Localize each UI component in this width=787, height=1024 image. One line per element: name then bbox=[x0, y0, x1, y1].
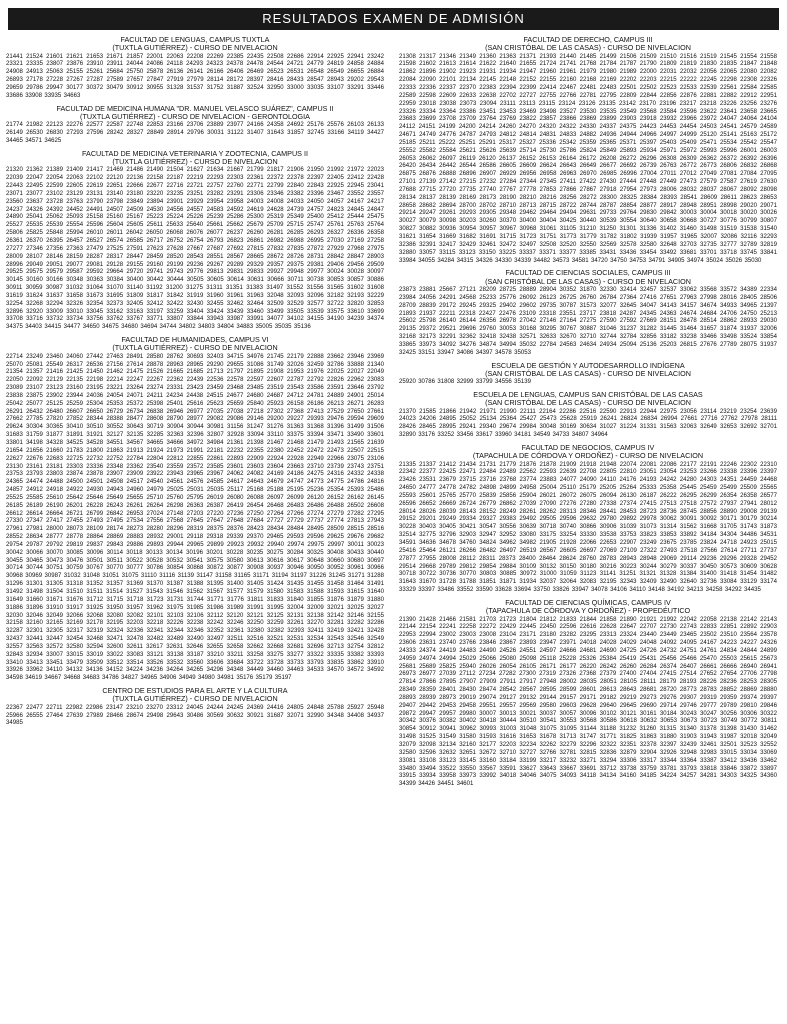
section-title: FACULTAD DE MEDICINA HUMANA "DR. MANUEL VELASCO SUÁREZ", CAMPUS II bbox=[56, 103, 334, 113]
results-banner bbox=[8, 8, 779, 30]
section-negocios bbox=[399, 444, 777, 595]
section-title: CENTRO DE ESTUDIOS PARA EL ARTE Y LA CULTURA bbox=[102, 686, 288, 696]
admitted-numbers: 21441 21524 21601 21621 21653 21671 21857 22001 22063 22208 22269 22385 22435 22508 22686 22914 22925 22941 23242 23321 23335 23807 23876 23910 23911 24044 24086 24118 24293 24323 24378 24478 24544 24721 24779 24819 24858 24884 24908 24913 25063 25155 25261 25684 25750 25878 26136 26141 26166 26406 26469 26523 26531 26548 26549 26655 26884 26893 27178 27228 27267 27287 27589 27657 27847 27919 27979 28114 28172 28397 28416 28433 28547 28943 29202 29543 29659 29786 29947 30177 30372 30479 30912 30955 31328 31537 31752 31887 32524 32950 33000 33035 33107 33291 33446 33686 33908 33935 34663 bbox=[6, 53, 384, 99]
section-subtitle: (TUXTLA GUTIÉRREZ) - CURSO DE NIVELACION bbox=[112, 43, 278, 53]
section-gestion-indigena bbox=[399, 362, 777, 387]
admitted-numbers: 22714 23249 23460 24060 27442 27463 28491 28580 28762 30693 32403 34715 34976 21745 22179 22888 23662 23946 23969 25070 25081 25549 26317 26536 27156 27614 28878 28963 28965 29290 29655 31086 31749 32026 32459 32786 33888 21340 21354 21357 21416 21425 21450 21462 21475 21526 21665 21685 21713 21797 21895 21908 21953 21976 22025 22027 22049 22050 22092 22129 22135 22198 22214 22247 22267 22362 22439 22536 22578 22597 22607 22787 22792 22826 22962 23083 23089 23107 23123 23160 23195 23221 23264 23274 23331 23423 23459 23468 23485 23519 23543 23586 23591 23646 23792 23838 23875 23902 23944 24036 24054 24071 24211 24234 24438 24515 24677 24680 24687 24712 24781 24889 24901 25014 25042 25077 25125 25259 25304 25353 25372 25398 25401 25616 25623 25659 25840 25923 26158 26186 26213 26271 26283 26291 26432 26480 26607 26650 26729 26734 26838 26946 26977 27035 27038 27218 27302 27368 27413 27529 27650 27661 27662 27785 27820 27852 28344 28388 28477 28608 28790 28977 29082 29086 29146 29200 29227 29393 29476 29594 29609 29624 30304 30365 30410 30510 30552 30643 30719 30904 30944 30981 31156 31247 31276 31363 31368 31396 31499 31506 31683 31759 31877 31891 31921 32127 32135 32285 32363 32396 32807 32928 33094 33110 33375 33394 33471 33490 33601 33801 34198 34328 34525 34528 34551 34567 34665 34666 34972 34984 21361 21398 21467 21468 21479 21493 21565 21639 21654 21656 21660 21783 21800 21863 21913 21924 21973 21991 22181 22232 22355 22380 22452 22472 22473 22507 22515 22627 22676 22683 22725 22732 22752 22784 22804 22812 22855 22861 22893 22909 22924 22928 22949 22966 23075 23106 23130 23161 23181 23303 23336 23348 23362 23540 23559 23572 23585 23601 23603 23604 23663 23710 23739 23743 23751 23753 23793 23803 23874 23878 23907 23909 23922 23943 23965 23967 24062 24082 24169 24186 24275 24316 24332 24338 24365 24474 24488 24500 24501 24508 24517 24540 24561 24576 24585 24617 24643 24679 24747 24773 24775 24786 24816 24857 24912 24918 24922 24930 24943 24960 24979 25025 25031 25035 25117 25168 25188 25195 25236 25354 25393 25486 25525 25585 25610 25642 25646 25649 25655 25710 25760 25795 26019 26080 26088 26097 26099 26120 26152 26162 26145 26185 26189 26190 26201 26228 26243 26261 26264 26298 26363 26387 26419 26454 26468 26483 26486 26488 26502 26608 26612 26614 26664 26721 26799 26842 26953 27024 27148 27203 27220 27236 27250 27264 27266 27274 27279 27282 27295 27330 27347 27417 27455 27493 27495 27534 27556 27568 27645 27647 27648 27684 27727 27729 27737 27774 27813 27943 27961 27981 28000 28073 28109 28174 28273 28280 28296 28319 28375 28376 28423 28434 28484 28495 28509 28515 28516 28552 28634 28777 28778 28864 28869 28883 28932 29001 29118 29318 29339 29370 29465 29593 29596 29625 29676 29682 29754 29787 29792 29819 29837 29843 29886 29893 29944 29965 29899 29923 29932 29940 29974 29975 29997 30011 30023 30042 30066 30070 30085 30096 30114 30118 30133 30134 30196 30201 30228 30235 30275 30284 30325 30408 30433 30440 30455 30465 30473 30476 30501 30511 30522 30528 30532 30541 30575 30580 30613 30616 30617 30648 30660 30680 30697 30714 30744 30751 30759 30767 30770 30777 30786 30854 30868 30872 30877 30908 30937 30946 30950 30952 30961 30966 30968 30969 30987 31032 31048 31051 31075 31110 31116 31139 31147 31158 31165 31171 31194 31197 31226 31245 31271 31288 31296 31301 31305 31318 31352 31357 31369 31370 31387 31388 31395 31400 31405 31424 31435 31455 31458 31464 31491 31492 31498 31504 31510 31511 31514 31527 31543 31546 31562 31567 31577 31579 31580 31583 31588 31593 31615 31640 31649 31660 31671 31676 31712 31715 31718 31723 31731 31744 31771 31776 31811 31833 31840 31855 31876 31879 31880 31886 31896 31910 31917 31925 31950 31957 31962 31975 31985 31986 31989 31991 31995 32004 32009 32021 32025 32027 32030 32046 32049 32066 32068 32080 32082 32101 32103 32106 32112 32120 32121 32125 32131 32138 32142 32146 32155 32158 32160 32165 32169 32178 32195 32203 32218 32226 32238 32242 32246 32250 32259 32261 32270 32281 32282 32286 32287 32301 32305 32317 32319 32324 32336 32341 32344 32346 32352 32361 32380 32382 32393 32411 32419 32421 32428 32437 32441 32447 32454 32468 32471 32478 32482 32489 32490 32497 32511 32516 32521 32531 32534 32543 32546 32549 32557 32563 32572 32580 32594 32600 32611 32617 32631 32646 32655 32658 32662 32668 32681 32696 32713 32754 32812 32843 32934 33007 33015 33019 33022 33083 33121 33138 33187 33210 33211 33258 33275 33277 33322 33335 33382 33393 33410 33413 33451 33479 33509 33512 33514 33526 33532 33560 33606 33684 33722 33728 33733 33793 33835 33862 33910 33926 33962 34110 34132 34136 34152 34224 34236 34264 34265 34296 34348 34449 34460 34463 34533 34570 34572 34592 34598 34619 34667 34668 34683 34786 34827 34965 34906 34949 34980 34981 35176 35179 35197 bbox=[6, 353, 384, 682]
section-subtitle: (SAN CRISTÓBAL DE LAS CASAS) - CURSO DE NIVELACION bbox=[485, 398, 691, 408]
admitted-numbers: 21390 21428 21466 21581 21703 21723 21804 21812 21833 21844 21858 21890 21921 21992 22042 22058 22138 22142 22143 22144 22154 22241 22258 22272 22429 22445 22450 22596 22616 22628 22647 22707 22730 22743 22833 22851 22892 22903 22953 22994 23002 23003 23008 23104 23171 23180 23282 23295 23313 23324 23440 23449 23465 23502 23510 23564 23578 23606 23631 23740 23766 23846 23867 23893 23947 23971 24018 24028 24029 24048 24092 24095 24167 24223 24227 24326 24333 24374 24419 24483 24490 24526 24551 24597 24666 24681 24690 24725 24726 24732 24751 24761 24834 24844 24899 24959 24974 24994 25029 25066 25080 25098 25118 25228 25326 25384 25419 25431 25456 25466 25470 25503 25615 25673 25681 25689 25825 25940 26026 26054 26105 26171 26177 26220 26242 26260 26284 26374 26407 26661 26666 26940 26941 26973 26977 27039 27112 27234 27282 27300 27319 27326 27368 27379 27400 27404 27415 27514 27652 27654 27706 27798 27814 27866 27895 27907 27909 27911 27917 27948 28002 28035 28051 28105 28111 28179 28193 28226 28236 28253 28305 28349 28359 28401 28430 28474 28542 28567 28595 28599 28601 28613 28643 28681 28720 28773 28783 28852 28869 28880 28893 28939 28973 29019 29074 29127 29132 29144 29157 29171 29182 29219 29273 29276 29307 29319 29359 29374 29397 29407 29442 29453 29458 29551 29557 29569 29580 29603 29628 29640 29645 29690 29714 29746 29777 29789 29810 29846 29872 29947 29957 29980 30007 30013 30021 30037 30057 30096 30102 30121 30161 30184 30243 30247 30256 30306 30322 30342 30376 30382 30402 30418 30444 30510 30541 30553 30568 30586 30618 30632 30653 30673 30723 30749 30772 30811 30854 30912 30941 30962 30993 31003 31048 31075 31095 31144 31188 31232 31260 31315 31340 31378 31398 31430 31462 31498 31525 31549 31580 31593 31616 31653 31678 31713 31747 31771 31825 31863 31880 31903 31943 31987 32018 32049 32079 32098 32134 32160 32177 32203 32234 32262 32279 32296 32322 32351 32378 32397 32439 32461 32501 32523 32552 32580 32596 32632 32651 32672 32710 32727 32766 32781 32815 32836 32879 32904 32926 32948 32983 33015 33034 33069 33081 33108 33123 33145 33160 33184 33199 33217 33232 33271 33294 33306 33317 33344 33364 33387 33412 33436 33462 33480 33494 33522 33550 33567 33591 33627 33643 33667 33691 33712 33738 33759 33781 33793 33818 33846 33872 33897 33915 33934 33958 33973 33992 34018 34046 34075 34093 34118 34134 34160 34185 34224 34257 34281 34303 34325 34360 34399 34426 34451 34601 bbox=[399, 616, 777, 788]
section-subtitle: (TAPACHULA DE CÓRDOVA Y ORDOÑEZ) - CURSO DE NIVELACION bbox=[472, 451, 704, 461]
admitted-numbers: 21370 21585 21866 21942 21971 21990 22111 22164 22286 22516 22590 22913 22944 22975 23056 23114 23219 23254 23639 24023 24206 24895 25052 25134 25364 25427 25473 25628 25919 26241 26824 26834 26994 27661 27716 27762 27978 28111 28426 28465 28995 29241 29340 29674 29984 30048 30169 30634 31027 31224 31331 31563 32063 32649 32653 32692 32701 32890 33176 33252 33456 33617 33960 34181 34549 34733 34807 34964 bbox=[399, 408, 777, 439]
section-title: FACULTAD DE HUMANIDADES, CAMPUS VI bbox=[121, 335, 269, 345]
section-subtitle: (TAPACHULA DE CÓRDOVA Y ORDOÑEZ) - PROPEDÉUTICO bbox=[485, 606, 691, 616]
section-ciencias-sociales bbox=[399, 269, 777, 357]
section-subtitle: (SAN CRISTÓBAL DE LAS CASAS) - CURSO DE NIVELACION bbox=[485, 43, 691, 53]
admitted-numbers: 21308 21317 21346 21349 21360 21363 21371 21393 21440 21485 21499 21506 21509 21510 21516 21519 21545 21554 21558 21598 21602 21613 21614 21622 21640 21655 21724 21741 21768 21784 21787 21790 21809 21819 21830 21835 21847 21848 21862 21896 21902 21923 21931 21934 21947 21960 21961 21979 21980 21989 22000 22031 22032 22056 22065 22080 22082 22084 22090 22101 22134 22145 22148 22152 22155 22160 22168 22169 22202 22203 22215 22222 22245 22298 22308 22326 22333 22336 22337 22370 22383 22394 22399 22414 22467 22481 22483 22501 22502 22523 22533 22539 22561 22584 22585 22589 22598 22609 22633 22638 22702 22727 22755 22766 22781 22795 22809 22844 22856 22876 22881 22882 22912 22951 22959 23018 23038 23073 23094 23111 23113 23115 23124 23126 23135 23142 23170 23196 23217 23218 23226 23256 23276 23326 23334 23364 23386 23451 23453 23469 23498 23527 23530 23535 23549 23568 23584 23596 23622 23641 23658 23665 23683 23699 23708 23709 23764 23769 23822 23857 23866 23869 23899 23903 23918 23932 23966 23972 24047 24064 24104 24112 24151 24199 24200 24214 24260 24270 24320 24322 24330 24337 24375 24423 24453 24454 24503 24541 24579 24589 24671 24749 24776 24787 24793 24812 24814 24831 24833 24882 24936 24944 24966 24997 24999 25120 25141 25163 25172 25185 25211 25222 25251 25291 25317 25327 25336 25342 25359 25365 25371 25397 25403 25409 25471 25534 25542 25547 25552 25582 25584 25621 25626 25639 25714 25730 25786 25824 25849 25893 25934 25971 25972 25993 25996 26001 26003 26053 26062 26097 26119 26120 26137 26152 26153 26164 26172 26208 26272 26296 26308 26309 26362 26372 26392 26396 26420 26434 26442 26544 26586 26605 26609 26624 26643 26649 26677 26692 26739 26763 26772 26773 26806 26832 26868 26875 26876 26888 26896 26907 26929 26956 26958 26963 26970 26985 26996 27004 27011 27012 27049 27081 27084 27095 27101 27139 27142 27215 27232 27284 27344 27345 27411 27422 27430 27444 27448 27449 27473 27579 27587 27619 27630 27688 27715 27720 27735 27740 27767 27778 27853 27866 27867 27918 27954 27973 28006 28032 28037 28067 28092 28098 28134 28137 28139 28169 28173 28190 28210 28216 28256 28272 28300 28325 28384 28393 28541 28609 28611 28623 28653 28658 28682 28694 28700 28702 28710 28713 28715 28722 28744 28787 28854 28877 28917 28948 28951 28998 29020 29071 29214 29247 29261 29293 29305 29348 29462 29464 29494 29631 29733 29764 29830 29842 30003 30004 30018 30020 30026 30027 30079 30098 30203 30260 30370 30400 30404 30425 30440 30539 30554 30640 30658 30668 30727 30776 30799 30807 30827 30882 30936 30954 30957 30967 30968 31061 31105 31210 31250 31301 31336 31402 31460 31498 31519 31538 31540 31621 31654 31669 31682 31691 31715 31723 31751 31773 31779 31782 31802 31939 31957 31965 32007 32086 32116 32293 32386 32391 32417 32429 32461 32472 32497 32508 32520 32550 32569 32578 32580 32648 32703 32735 32777 32789 32819 32880 33057 33115 33123 33150 33225 33337 33371 33377 33385 33431 33436 33454 33492 33681 33701 33718 33745 33841 33984 34055 34284 34315 34326 34330 34339 34482 34573 34581 34720 34750 34753 34791 34905 34974 35024 35026 35030 bbox=[399, 53, 777, 264]
section-title: FACULTAD DE LENGUAS, CAMPUS TUXTLA bbox=[120, 35, 270, 44]
section-derecho bbox=[399, 36, 777, 265]
section-subtitle: (TUXTLA GUTIÉRREZ) - CURSO DE NIVELACION bbox=[112, 343, 278, 353]
section-ciencias-quimicas bbox=[399, 599, 777, 789]
admitted-numbers: 21335 21337 21412 21434 21731 21779 21876 21878 21909 21918 21948 22074 22081 22086 22177 22191 22246 22302 22310 22342 22377 22425 22471 22484 22489 22562 22593 22639 22708 22805 22810 23051 23054 23253 23266 23338 23396 23397 23426 23531 23679 23715 23716 23768 23774 23883 24077 24090 24110 24176 24193 24242 24280 24303 24351 24459 24468 24650 24777 24778 24782 24898 24899 24958 25004 25110 25179 25205 25264 25333 25358 25445 25459 25499 25509 25565 25593 25601 25765 25770 25839 25856 25904 26021 26072 26075 26094 26130 26187 26222 26295 26299 26354 26358 26577 26596 26652 26669 26724 26779 26862 27039 27090 27276 27280 27338 27374 27415 27513 27518 27572 27937 27941 28012 28014 28026 28039 28143 28152 28249 28261 28262 28313 28346 28441 28453 28723 28736 28745 28856 28890 29008 29139 29152 29201 29249 29334 29327 29383 29492 29505 29596 29632 29780 29892 29978 30062 30091 30092 30171 30179 30214 30228 30403 30405 30421 30547 30556 30639 30718 30740 30866 30906 31039 31073 31314 31562 31668 31705 31743 31873 32514 32775 32796 32903 32947 32952 33080 33175 33254 33330 33538 33753 33823 33853 33892 34184 34304 34486 34531 34591 34636 34678 34760 34824 34962 34982 21905 21928 22066 22653 22907 23249 23675 23785 23824 24718 24923 25015 25416 25464 26121 26266 26482 26497 26519 26567 26605 26697 27069 27109 27322 27493 27518 27566 27614 27711 27737 27877 27955 28008 28112 28311 28373 28400 28464 28624 28760 28783 28943 28948 29069 29114 29236 29296 29328 29452 29514 29668 29789 29812 29854 29884 30109 30132 30150 30180 30216 30223 30244 30279 30337 30450 30573 30609 30628 30718 30722 30736 30770 30803 30885 30972 31000 31059 31123 31141 31251 31321 31328 31384 31400 31418 31454 31482 31643 31670 31728 31788 31851 31871 31934 32037 32064 32083 32195 32343 32409 32490 32640 32736 33084 33129 33174 33329 33397 33486 33552 33590 33628 33694 33750 33826 33947 34078 34106 34110 34148 34192 34213 34258 34292 34435 bbox=[399, 461, 777, 594]
section-humanidades bbox=[6, 336, 384, 683]
section-title: FACULTAD DE MEDICINA VETERINARIA Y ZOOTECNIA, CAMPUS II bbox=[82, 148, 308, 158]
section-title: FACULTAD DE CIENCIAS QUÍMICAS, CAMPUS IV bbox=[505, 597, 671, 607]
section-subtitle: (TUXTLA GUTIÉRREZ) - CURSO DE NIVELACION bbox=[112, 694, 278, 704]
section-title: ESCUELA DE LENGUAS, CAMPUS SAN CRISTÓBAL DE LAS CASAS bbox=[473, 390, 703, 399]
right-column bbox=[399, 36, 777, 793]
admitted-numbers: 22367 22477 22711 22982 22986 23147 23210 23270 23312 24045 24244 24245 24369 24416 24805 24848 25788 25927 25948 25966 26555 27464 27639 27989 28466 28674 29498 29643 30486 30569 30632 30921 31687 32071 32990 34348 34408 34937 34985 bbox=[6, 704, 384, 727]
section-lenguas-san-cristobal bbox=[399, 391, 777, 440]
section-title: FACULTAD DE DERECHO, CAMPUS III bbox=[523, 35, 653, 44]
left-column bbox=[6, 36, 384, 732]
section-veterinaria bbox=[6, 150, 384, 332]
admitted-numbers: 21320 21362 21389 21409 21417 21469 21486 21490 21504 21627 21634 21667 21799 21817 21906 21950 21992 21972 22023 22039 22047 22054 22063 22102 22120 22136 22158 22187 22219 22293 22303 22361 22372 22378 22397 22405 22412 22428 22443 22495 22599 22605 22619 22651 22666 22677 22716 22721 22757 22760 22771 22799 22840 22843 22925 22945 23041 23071 23077 23102 23129 23131 23140 23180 23220 23235 23251 23282 23291 23306 23346 23382 23396 23467 23552 23557 23560 23637 23728 23763 23790 23798 23849 23894 23901 23929 23954 23958 24003 24008 24033 24050 24057 24167 24217 24237 24326 24392 24452 24491 24507 24509 24530 24556 24557 24583 24592 24619 24628 24739 24757 24823 24845 24847 24890 25041 25062 25093 25158 25160 25167 25223 25224 25226 25239 25286 25300 25319 25349 25400 25412 25444 25475 25527 25535 25539 25554 25596 25604 25605 25611 25633 25640 25661 25662 25679 25709 25715 25747 25761 25763 25764 25806 25825 25848 25994 26010 26011 26042 26050 26068 26076 26077 26237 26260 26281 26285 26293 26327 26336 26358 26361 26370 26395 26457 26527 26574 26585 26717 26752 26754 26793 26823 26861 26982 26988 26995 27030 27169 27258 27277 27346 27356 27363 27479 27525 27591 27623 27628 27667 27687 27692 27815 27832 27835 27872 27929 27968 27975 28009 28107 28146 28159 28287 28317 28447 28459 28520 28543 28551 28567 28665 28672 28726 28731 28842 28847 28903 28996 29049 29051 29077 29081 29128 29155 29160 29199 29236 29267 29289 29329 29357 29375 29381 29406 29456 29509 29525 29575 29579 29587 29592 29664 29720 29741 29743 29776 29813 29831 29833 29927 29948 29977 30024 30028 30097 30145 30160 30166 30348 30363 30384 30400 30442 30444 30505 30605 30614 30631 30666 30711 30738 30853 30857 30886 30911 30959 30987 31032 31064 31070 31140 31192 31200 31275 31311 31351 31383 31497 31552 31556 31565 31602 31608 31619 31624 31637 31658 31673 31695 31809 31817 31842 31919 31960 31961 31963 32048 32093 32096 32182 32193 32229 32254 32268 32294 32326 32354 32373 32405 32412 32422 32430 32455 32462 32464 32509 32529 32577 32722 32820 32853 32896 32920 33009 33010 33045 33162 33163 33197 33259 33404 33424 33439 33460 33499 33505 33539 33575 33610 33699 33708 33716 33732 33734 33756 33762 33767 33771 33807 33844 33943 33987 33991 34077 34102 34155 34190 34239 34374 34375 34403 34415 34477 34650 34675 34680 34694 34744 34802 34803 34804 34883 35005 35035 35136 bbox=[6, 167, 384, 331]
section-subtitle: (TUXTLA GUTIÉRREZ) - CURSO DE NIVELACION - GERONTOLOGIA bbox=[80, 111, 310, 121]
page-title: RESULTADOS EXAMEN DE ADMISIÓN bbox=[262, 11, 525, 26]
section-title: FACULTAD DE NEGOCIOS, CAMPUS IV bbox=[521, 442, 655, 452]
admitted-numbers: 25920 30786 31808 32999 33799 34556 35139 bbox=[399, 379, 531, 386]
admitted-numbers: 21774 21982 22123 22276 22577 22587 22748 22853 23166 23706 23889 23977 24166 24358 24692 25176 25576 26103 26133 26149 26530 26830 27293 27596 28242 28327 28849 28914 29796 30031 31122 31407 31643 31857 32745 33166 34119 34427 34465 34571 34625 bbox=[6, 122, 384, 144]
section-subtitle: (SAN CRISTÓBAL DE LAS CASAS) - CURSO DE NIVELACION bbox=[485, 276, 691, 286]
admitted-numbers: 23873 23881 25667 27121 28209 28725 28889 28904 30352 31870 32330 32414 32457 32537 33062 33568 33572 34389 22334 23984 24056 24291 24568 25233 25776 26092 26123 26725 26760 26784 27364 27416 27651 27963 27998 28016 28405 28506 28709 28839 29172 29245 29325 29402 29602 29735 30787 31573 32077 32645 34047 34143 34157 34674 34933 34965 21397 21893 21937 22211 22318 22427 22476 23109 23318 23551 23717 23818 24287 24345 24363 24674 24684 24706 24750 25213 25602 25798 26140 26144 26356 26978 27042 27146 27164 27275 27590 27592 27669 28151 28478 28514 28862 28933 29030 29135 29372 29521 29696 29760 30053 30168 30295 30767 30887 31046 31237 31282 31445 31464 31657 31874 31937 32006 32168 32173 32291 32362 32418 32438 32571 32633 32670 32710 32744 32784 32856 33182 33238 33466 33498 33524 33854 33865 33973 34092 34276 34874 34994 35032 22784 24563 24634 24934 25094 25136 25203 26815 27676 27789 28075 31937 32425 33151 33947 34086 34397 34578 35053 bbox=[399, 286, 777, 356]
section-lenguas-tuxtla bbox=[6, 36, 384, 101]
section-subtitle: (SAN CRISTÓBAL DE LAS CASAS) - CURSO DE NIVELACION bbox=[485, 368, 691, 378]
section-arte-cultura bbox=[6, 687, 384, 728]
section-subtitle: (TUXTLA GUTIÉRREZ) - CURSO DE NIVELACION bbox=[112, 157, 278, 167]
section-title: ESCUELA DE GESTIÓN Y AUTODESARROLLO INDÍGENA bbox=[491, 360, 685, 370]
section-title: FACULTAD DE CIENCIAS SOCIALES, CAMPUS III bbox=[505, 268, 671, 278]
section-medicina-humana bbox=[6, 105, 384, 146]
